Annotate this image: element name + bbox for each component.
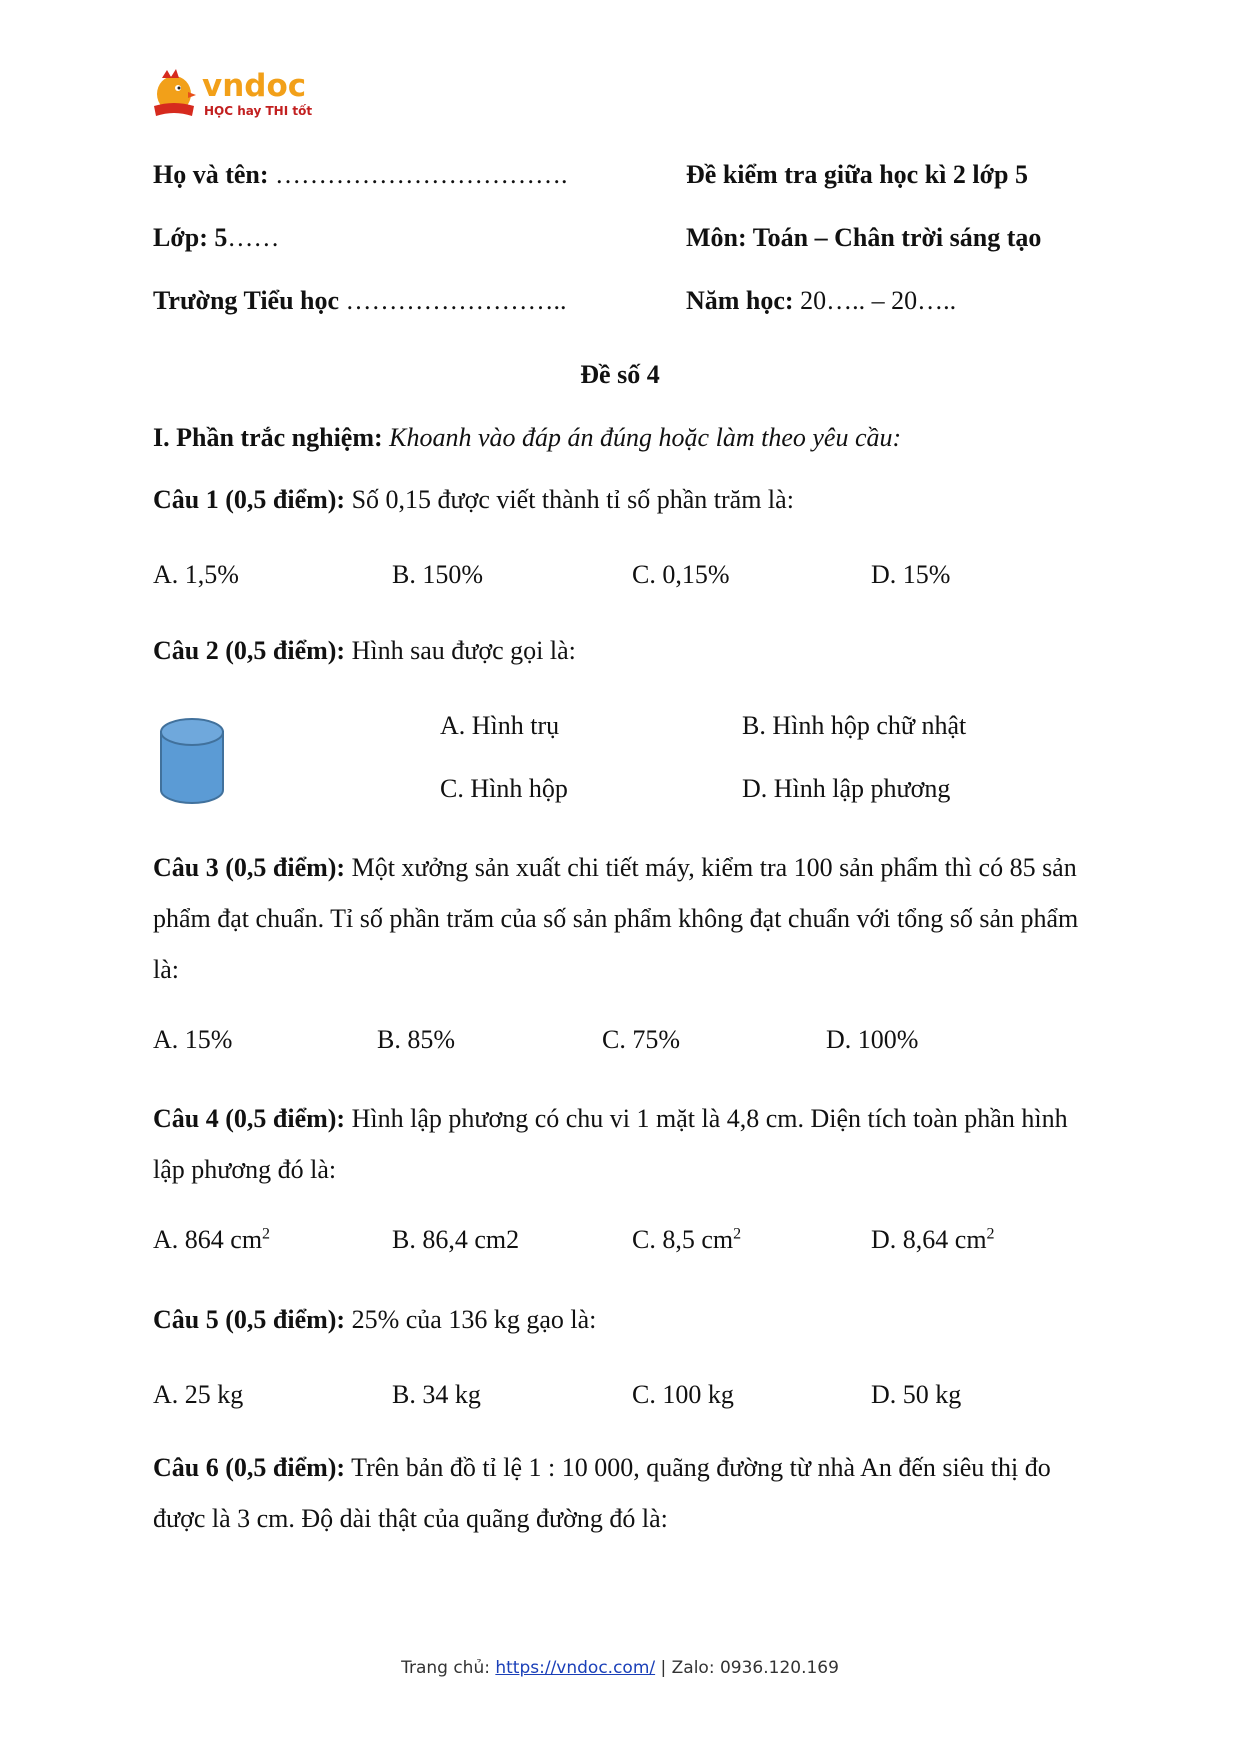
question-1 [153,485,794,515]
school-dots: …………………….. [339,286,567,315]
footer-prefix: Trang chủ: [401,1658,496,1678]
question-3 [153,842,1093,995]
logo-tagline: HỌC hay THI tốt [204,104,312,118]
rooster-mascot-icon [152,66,312,122]
question-1-text: Số 0,15 được viết thành tỉ số phần trăm là: [345,485,794,514]
vndoc-logo [152,66,312,122]
student-name-line [153,160,568,190]
question-5-text: 25% của 136 kg gạo là: [345,1305,597,1334]
logo-brand: vndoc [202,68,307,104]
q1-option-d[interactable]: D. 15% [871,560,951,589]
q3-option-c[interactable]: C. 75% [602,1025,680,1054]
q5-option-a[interactable]: A. 25 kg [153,1380,244,1409]
footer-suffix: | Zalo: 0936.120.169 [655,1658,839,1678]
school-line [153,286,567,316]
question-6 [153,1442,1093,1544]
question-2 [153,636,576,666]
subject-line: Môn: Toán – Chân trời sáng tạo [686,223,1042,252]
cylinder-figure [158,716,226,811]
section-instruction: Khoanh vào đáp án đúng hoặc làm theo yêu cầu: [382,423,902,452]
question-2-text: Hình sau được gọi là: [345,636,576,665]
q4-option-a[interactable]: A. 864 $cm^2$ [153,1225,271,1254]
class-label: Lớp: 5 [153,223,228,252]
section-heading [153,423,901,453]
q5-option-b[interactable]: B. 34 kg [392,1380,481,1409]
q5-option-d[interactable]: D. 50 kg [871,1380,962,1409]
name-dots: ……………………………. [268,160,568,189]
section-label: I. Phần trắc nghiệm: [153,423,383,452]
class-line [153,223,279,253]
page-footer [0,1658,1240,1678]
exam-number-title: Đề số 4 [580,360,660,389]
question-4-text: Hình lập phương có chu vi 1 mặt là 4,8 cm. Diện tích toàn phần hình lập phương đó là: [153,1104,1068,1184]
question-6-text: Trên bản đồ tỉ lệ 1 : 10 000, quãng đường từ nhà An đến siêu thị đo được là 3 cm. Độ dài thật của quãng đường đó là: [153,1453,1051,1533]
question-1-label: Câu 1 (0,5 điểm): [153,485,346,514]
year-label: Năm học: [686,286,794,315]
homepage-link[interactable]: https://vndoc.com/ [495,1658,656,1678]
superscript-2: 2 [733,1225,742,1243]
question-3-text: Một xưởng sản xuất chi tiết máy, kiểm tra 100 sản phẩm thì có 85 sản phẩm đạt chuẩn. Tỉ số phần trăm của số sản phẩm không đạt chuẩn với tổng số sản phẩm là: [153,853,1079,984]
exam-title: Đề kiểm tra giữa học kì 2 lớp 5 [686,160,1028,189]
q2-option-b[interactable]: B. Hình hộp chữ nhật [742,711,967,740]
q4-option-d[interactable]: D. 8,64 $cm^2$ [871,1225,995,1254]
question-3-label: Câu 3 (0,5 điểm): [153,853,346,882]
question-4-label: Câu 4 (0,5 điểm): [153,1104,346,1133]
year-value: 20….. – 20….. [793,286,957,315]
name-label: Họ và tên: [153,160,269,189]
school-year-line [686,286,956,316]
q3-option-d[interactable]: D. 100% [826,1025,919,1054]
q2-option-d[interactable]: D. Hình lập phương [742,774,951,803]
q1-option-a[interactable]: A. 1,5% [153,560,239,589]
superscript-2: 2 [986,1225,995,1243]
superscript-2: 2 [262,1225,271,1243]
q1-option-b[interactable]: B. 150% [392,560,483,589]
q5-option-c[interactable]: C. 100 kg [632,1380,734,1409]
q2-option-a[interactable]: A. Hình trụ [440,711,560,740]
question-4 [153,1093,1093,1195]
question-2-label: Câu 2 (0,5 điểm): [153,636,346,665]
school-label: Trường Tiểu học [153,286,340,315]
q4-option-c[interactable]: C. 8,5 $cm^2$ [632,1225,742,1254]
q1-option-c[interactable]: C. 0,15% [632,560,730,589]
q3-option-b[interactable]: B. 85% [377,1025,455,1054]
class-dots: …… [227,223,280,252]
q4-option-b[interactable]: B. 86,4 cm2 [392,1225,520,1254]
q2-option-c[interactable]: C. Hình hộp [440,774,568,803]
q3-option-a[interactable]: A. 15% [153,1025,233,1054]
question-5 [153,1305,596,1335]
question-6-label: Câu 6 (0,5 điểm): [153,1453,346,1482]
question-5-label: Câu 5 (0,5 điểm): [153,1305,346,1334]
